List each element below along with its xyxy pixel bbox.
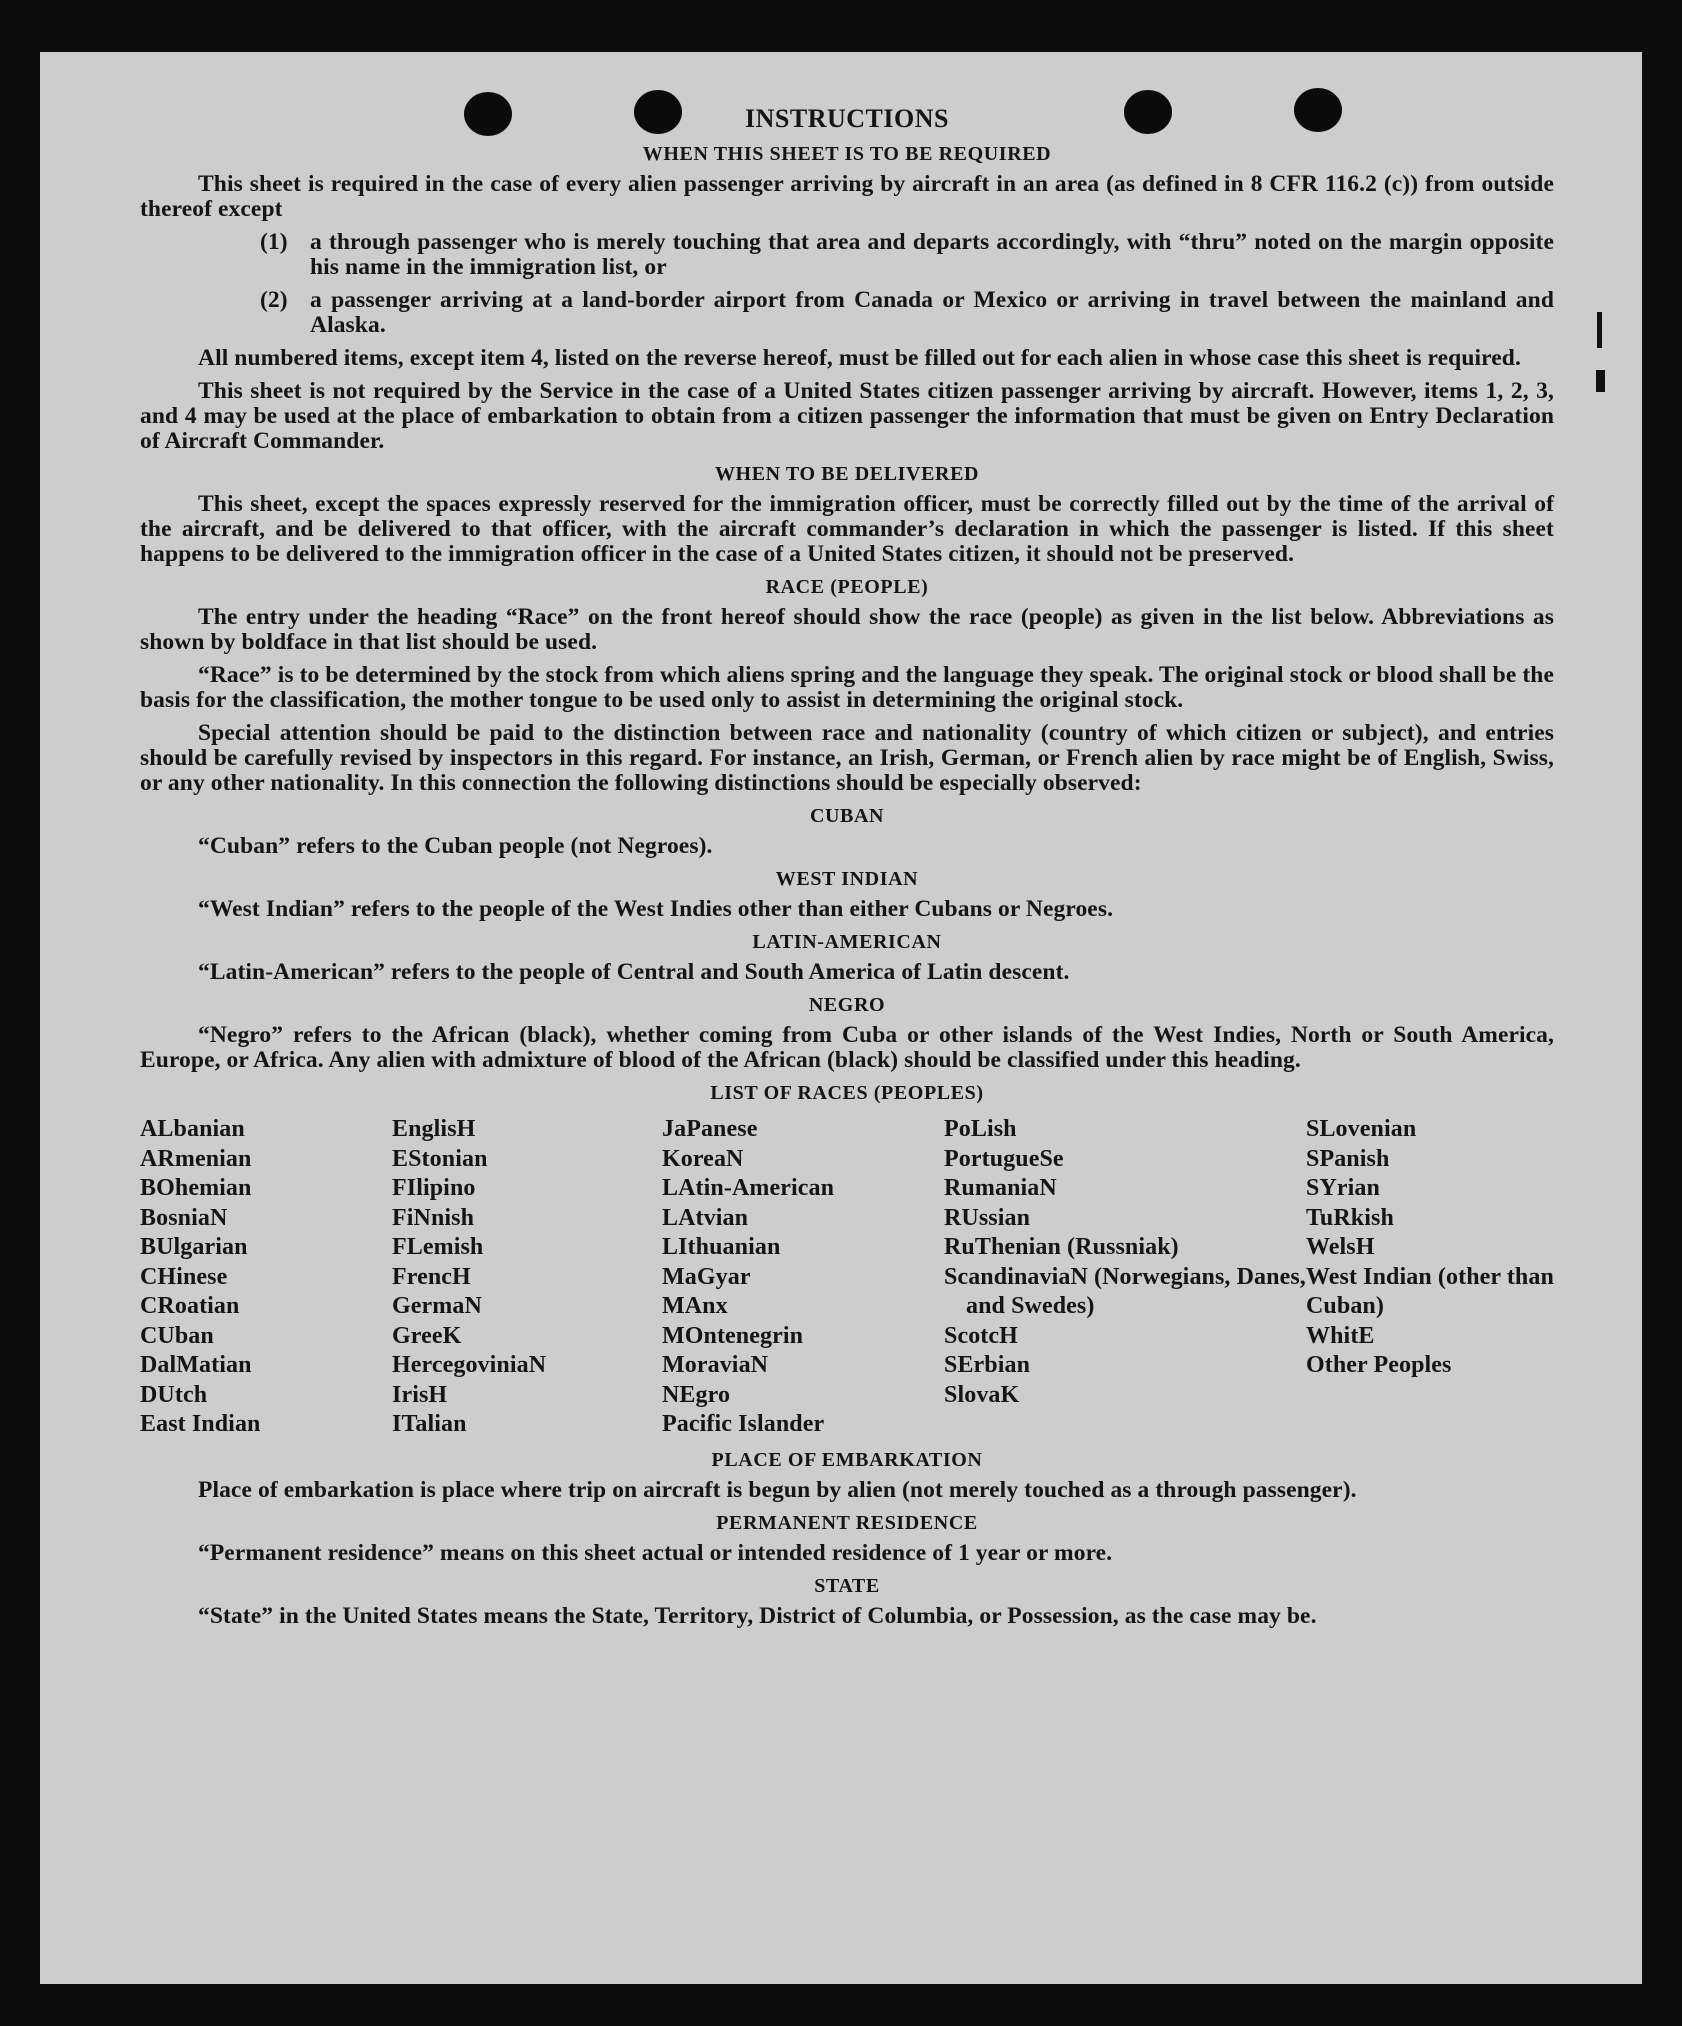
margin-mark-1: [1597, 312, 1602, 348]
instructions-content: [140, 104, 1554, 1637]
heading-latin-american: LATIN-AMERICAN: [752, 931, 942, 953]
permanent-residence-text: “Permanent residence” means on this sheet actual or intended residence of 1 year or more.: [198, 1539, 1113, 1566]
race-item: CUban: [140, 1322, 214, 1349]
race-item: FLemish: [392, 1234, 484, 1260]
race-item: KoreaN: [662, 1145, 744, 1172]
races-list: [140, 1115, 1554, 1440]
races-column-1: [140, 1115, 392, 1440]
heading-embarkation: PLACE OF EMBARKATION: [711, 1448, 983, 1471]
race-item: NEgro: [662, 1381, 731, 1408]
race-item: MoraviaN: [662, 1352, 769, 1378]
heading-required: WHEN THIS SHEET IS TO BE REQUIRED: [642, 143, 1052, 165]
race-item: RUssian: [944, 1204, 1031, 1231]
state-text: “State” in the United States means the State, Territory, District of Columbia, or Possession, as the case may be.: [198, 1602, 1317, 1629]
race-item: DalMatian: [140, 1352, 252, 1378]
race-item: MaGyar: [662, 1263, 751, 1290]
exception-item-2-text: a passenger arriving at a land-border airport from Canada or Mexico or arriving in travel between the mainland and Alaska.: [310, 287, 1554, 338]
race-item: West Indian (other than Cuban): [1306, 1263, 1554, 1319]
race-item: SErbian: [944, 1352, 1031, 1378]
exception-item-1-number: (1): [260, 229, 288, 255]
exception-item-1: [140, 230, 1554, 280]
west-indian-text: “West Indian” refers to the people of the West Indies other than either Cubans or Negroes.: [198, 896, 1114, 922]
race-item: PoLish: [944, 1116, 1017, 1142]
race-item: East Indian: [140, 1411, 261, 1437]
race-item: SPanish: [1306, 1145, 1390, 1172]
race-item: BOhemian: [140, 1175, 252, 1201]
race-item: CHinese: [140, 1263, 228, 1290]
required-paragraph-1: This sheet is required in the case of every alien passenger arriving by aircraft in an area (as defined in 8 CFR 116.2 (c)) from outside thereof except: [140, 171, 1554, 222]
race-item: LIthuanian: [662, 1234, 781, 1260]
delivered-paragraph: This sheet, except the spaces expressly reserved for the immigration officer, must be correctly filled out by the time of the arrival of the aircraft, and be delivered to that officer, with the aircraft commander’s declaration in which the passenger is listed. If this sheet happens to be delivered to the immigration officer in the case of a United States citizen, it should not be preserved.: [140, 491, 1554, 567]
heading-delivered: WHEN TO BE DELIVERED: [714, 463, 980, 485]
cuban-text: “Cuban” refers to the Cuban people (not Negroes).: [198, 833, 713, 859]
race-item: Other Peoples: [1306, 1352, 1452, 1378]
race-item: RuThenian (Russniak): [944, 1234, 1179, 1260]
required-paragraph-3: This sheet is not required by the Service in the case of a United States citizen passenger arriving by aircraft. However, items 1, 2, 3, and 4 may be used at the place of embarkation to obtain from a citizen passenger the information that must be given on Entry Declaration of Aircraft Commander.: [140, 378, 1554, 454]
latin-american-text: “Latin-American” refers to the people of Central and South America of Latin descent.: [198, 959, 1070, 985]
race-item: ScotcH: [944, 1322, 1018, 1349]
race-item: LAtin-American: [662, 1175, 835, 1201]
race-item: ITalian: [392, 1411, 467, 1437]
race-item: PortugueSe: [944, 1145, 1064, 1172]
race-item: FIlipino: [392, 1175, 476, 1201]
race-item: ARmenian: [140, 1145, 252, 1172]
race-item: LAtvian: [662, 1204, 749, 1231]
race-item: IrisH: [392, 1381, 448, 1408]
required-paragraph-2: All numbered items, except item 4, listed on the reverse hereof, must be filled out for each alien in whose case this sheet is required.: [198, 345, 1521, 371]
race-item: WhitE: [1306, 1322, 1375, 1349]
race-item: MOntenegrin: [662, 1322, 804, 1349]
race-paragraph-1: The entry under the heading “Race” on the front hereof should show the race (people) as given in the list below. Abbreviations as shown by boldface in that list should be used.: [140, 604, 1554, 655]
heading-race: RACE (PEOPLE): [765, 576, 929, 598]
heading-cuban: CUBAN: [809, 805, 885, 827]
race-item: FiNnish: [392, 1204, 475, 1231]
race-item: EStonian: [392, 1145, 488, 1172]
race-item: BUlgarian: [140, 1234, 248, 1260]
heading-west-indian: WEST INDIAN: [775, 868, 919, 890]
race-item: SYrian: [1306, 1175, 1380, 1201]
race-paragraph-2: “Race” is to be determined by the stock from which aliens spring and the language they speak. The original stock or blood shall be the basis for the classification, the mother tongue to be used only to assist in determining the original stock.: [140, 662, 1554, 713]
heading-state: STATE: [814, 1574, 880, 1597]
exception-item-1-text: a through passenger who is merely touching that area and departs accordingly, with “thru” noted on the margin opposite his name in the immigration list, or: [310, 229, 1554, 280]
race-paragraph-3: Special attention should be paid to the distinction between race and nationality (country of which citizen or subject), and entries should be carefully revised by inspectors in this regard. For instance, an Irish, German, or French alien by race might be of English, Swiss, or any other nationality. In this connection the following distinctions should be especially observed:: [140, 720, 1554, 796]
race-item: EnglisH: [392, 1116, 476, 1142]
races-column-5: [1306, 1115, 1554, 1440]
race-item: TuRkish: [1306, 1204, 1394, 1231]
race-item: WelsH: [1306, 1234, 1375, 1260]
race-item: ScandinaviaN (Norwegians, Danes, and Swedes): [944, 1263, 1306, 1319]
heading-races-list: LIST OF RACES (PEOPLES): [710, 1082, 984, 1104]
races-column-4: [944, 1115, 1306, 1440]
race-item: GermaN: [392, 1293, 482, 1319]
heading-permanent-residence: PERMANENT RESIDENCE: [716, 1511, 978, 1534]
embarkation-text: Place of embarkation is place where trip on aircraft is begun by alien (not merely touched as a through passenger).: [198, 1476, 1357, 1503]
race-item: HercegoviniaN: [392, 1352, 547, 1378]
page-title: INSTRUCTIONS: [745, 104, 949, 133]
negro-text: “Negro” refers to the African (black), whether coming from Cuba or other islands of the West Indies, North or South America, Europe, or Africa. Any alien with admixture of blood of the African (black) should be classified under this heading.: [140, 1022, 1554, 1073]
race-item: GreeK: [392, 1322, 462, 1349]
races-column-2: [392, 1115, 662, 1440]
race-item: FrencH: [392, 1263, 471, 1290]
race-item: DUtch: [140, 1381, 208, 1408]
race-item: RumaniaN: [944, 1175, 1057, 1201]
race-item: Pacific Islander: [662, 1411, 825, 1437]
race-item: JaPanese: [662, 1116, 758, 1142]
race-item: CRoatian: [140, 1293, 240, 1319]
race-item: ALbanian: [140, 1116, 245, 1142]
races-column-3: [662, 1115, 944, 1440]
document-page: [40, 52, 1642, 1984]
margin-mark-2: [1596, 370, 1605, 392]
heading-negro: NEGRO: [808, 994, 886, 1016]
race-item: MAnx: [662, 1293, 728, 1319]
exception-item-2: [140, 288, 1554, 338]
exception-item-2-number: (2): [260, 287, 288, 313]
race-item: SLovenian: [1306, 1116, 1417, 1142]
race-item: BosniaN: [140, 1204, 228, 1231]
race-item: SlovaK: [944, 1381, 1020, 1408]
